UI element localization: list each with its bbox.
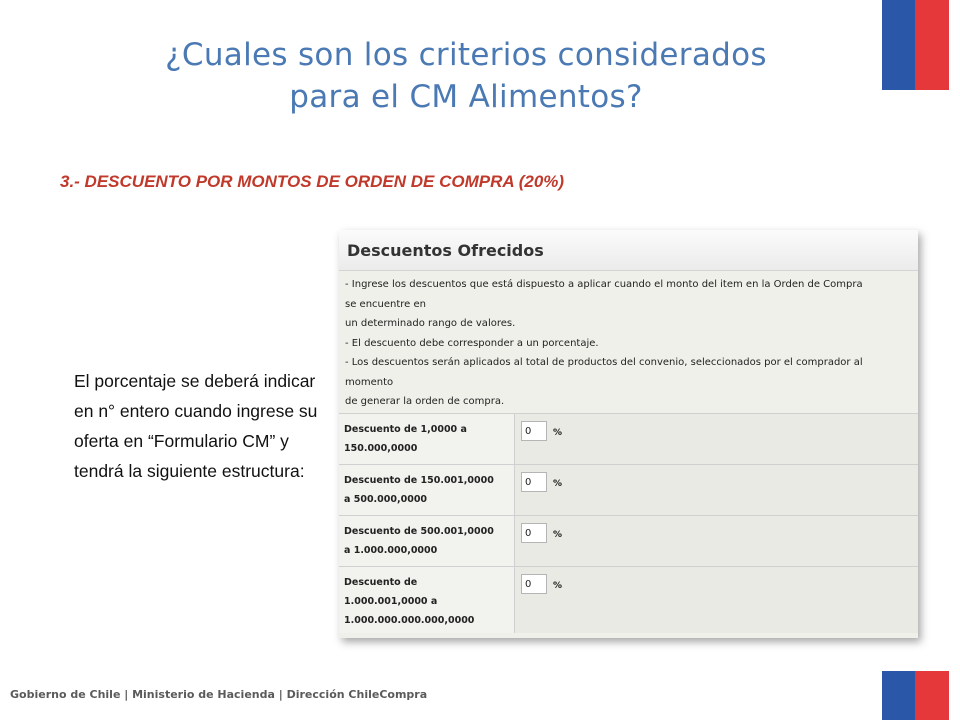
discount-row [339, 567, 918, 633]
instruction-line: un determinado rango de valores. [345, 318, 516, 329]
percent-unit: % [553, 581, 563, 591]
footer-text: Gobierno de Chile | Ministerio de Hacienda | Dirección ChileCompra [10, 688, 428, 701]
flag-blue-band [882, 671, 915, 720]
range-label-line: Descuento de 150.001,0000 [344, 475, 494, 486]
percent-unit: % [553, 530, 563, 540]
flag-blue-band [882, 0, 915, 90]
discount-percent-input[interactable] [521, 574, 547, 594]
discount-percent-input[interactable] [521, 472, 547, 492]
discount-range-label [339, 465, 515, 515]
instruction-line: de generar la orden de compra. [345, 396, 505, 407]
range-label-line: Descuento de 1,0000 a [344, 424, 467, 435]
discount-input-cell [515, 465, 918, 515]
instruction-line: - Los descuentos serán aplicados al total de productos del convenio, seleccionados por el comprador al [345, 357, 863, 368]
description-text: El porcentaje se deberá indicar en n° entero cuando ingrese su oferta en “Formulario CM” y tendrá la siguiente estructura: [74, 371, 318, 481]
slide-title [60, 34, 872, 118]
discount-row [339, 414, 918, 465]
chile-flag-top [882, 0, 949, 90]
range-label-line: Descuento de [344, 577, 418, 588]
discount-range-label [339, 567, 515, 633]
discount-range-label [339, 516, 515, 566]
instruction-line: - Ingrese los descuentos que está dispuesto a aplicar cuando el monto del item en la Orden de Compra [345, 279, 863, 290]
slide-title-line1: ¿Cuales son los criterios considerados [165, 37, 767, 73]
range-label-line: Descuento de 500.001,0000 [344, 526, 494, 537]
flag-red-band [915, 671, 949, 720]
instruction-line: se encuentre en [345, 298, 426, 310]
range-label-line: a 1.000.000,0000 [344, 545, 438, 556]
discount-percent-input[interactable] [521, 523, 547, 543]
range-label-line: 1.000.001,0000 a [344, 596, 438, 607]
range-label-line: 1.000.000.000.000,0000 [344, 615, 475, 626]
discount-row [339, 465, 918, 516]
slide-title-line2: para el CM Alimentos? [289, 79, 643, 115]
discount-input-cell [515, 567, 918, 633]
discount-input-cell [515, 414, 918, 464]
instruction-line: - El descuento debe corresponder a un porcentaje. [345, 337, 599, 349]
range-label-line: a 500.000,0000 [344, 494, 428, 505]
range-label-line: 150.000,0000 [344, 443, 418, 454]
discount-percent-input[interactable] [521, 421, 547, 441]
section-subtitle: 3.- DESCUENTO POR MONTOS DE ORDEN DE COMPRA (20%) [60, 172, 565, 191]
form-header: Descuentos Ofrecidos [339, 230, 918, 271]
discounts-form-screenshot [339, 230, 918, 638]
percent-unit: % [553, 479, 563, 489]
instruction-line: momento [345, 376, 394, 388]
discount-input-cell [515, 516, 918, 566]
flag-red-band [915, 0, 949, 90]
form-instructions [339, 271, 918, 414]
discount-row [339, 516, 918, 567]
discount-range-label [339, 414, 515, 464]
percent-unit: % [553, 428, 563, 438]
chile-flag-bottom [882, 671, 949, 720]
